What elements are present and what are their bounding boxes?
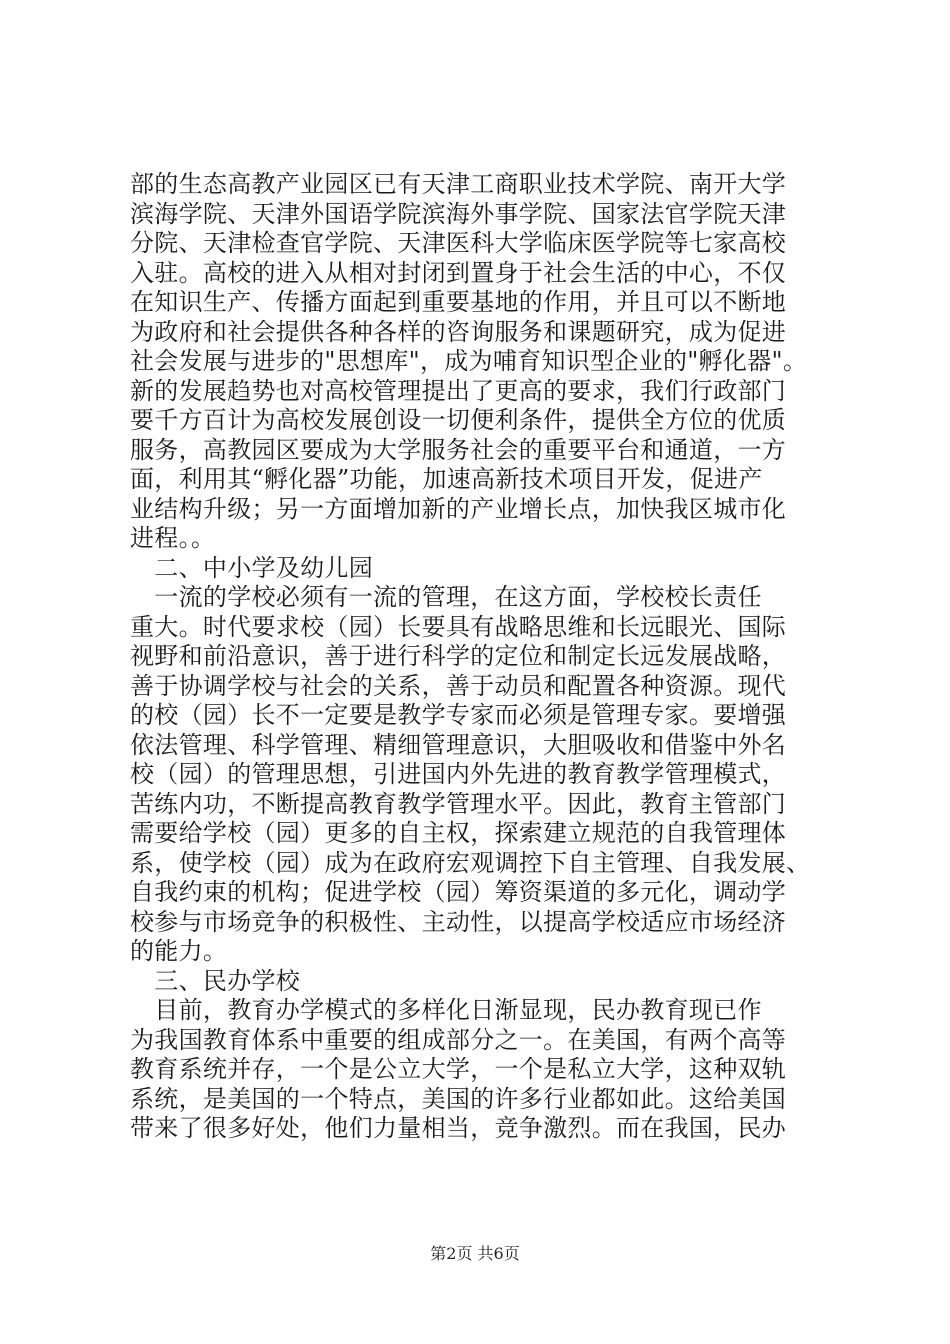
text-line: 需要给学校（园）更多的自主权，探索建立规范的自我管理体 bbox=[130, 819, 787, 847]
text-line: 要千方百计为高校发展创设一切便利条件，提供全方位的优质 bbox=[130, 406, 787, 434]
text-line: 一流的学校必须有一流的管理，在这方面，学校校长责任 bbox=[130, 583, 762, 611]
text-line: 善于协调学校与社会的关系，善于动员和配置各种资源。现代 bbox=[130, 671, 787, 700]
body-text bbox=[130, 170, 830, 1144]
text-line: 目前，教育办学模式的多样化日渐显现，民办教育现已作 bbox=[130, 996, 762, 1024]
text-line: 的能力。 bbox=[130, 937, 228, 965]
page-footer: 第2页 共6页 bbox=[430, 1244, 520, 1263]
text-line: 滨海学院、天津外国语学院滨海外事学院、国家法官学院天津 bbox=[130, 199, 787, 228]
text-line: 系统，是美国的一个特点，美国的许多行业都如此。这给美国 bbox=[130, 1084, 787, 1113]
text-line: 新的发展趋势也对高校管理提出了更高的要求，我们行政部门 bbox=[130, 376, 787, 405]
text-line: 校参与市场竞争的积极性、主动性，以提高学校适应市场经济 bbox=[130, 907, 787, 936]
text-line: 分院、天津检查官学院、天津医科大学临床医学院等七家高校 bbox=[130, 229, 787, 257]
text-line: 带来了很多好处，他们力量相当，竞争激烈。而在我国，民办 bbox=[130, 1114, 787, 1142]
text-line: 部的生态高教产业园区已有天津工商职业技术学院、南开大学 bbox=[130, 170, 787, 198]
text-line: 三、民办学校 bbox=[130, 966, 301, 995]
text-line: 入驻。高校的进入从相对封闭到置身于社会生活的中心，不仅 bbox=[130, 258, 787, 287]
text-line: 苦练内功，不断提高教育教学管理水平。因此，教育主管部门 bbox=[130, 789, 787, 818]
text-line: 重大。时代要求校（园）长要具有战略思维和长远眼光、国际 bbox=[130, 612, 787, 641]
text-line: 依法管理、科学管理、精细管理意识，大胆吸收和借鉴中外名 bbox=[130, 730, 787, 759]
text-line: 系，使学校（园）成为在政府宏观调控下自主管理、自我发展、 bbox=[130, 848, 811, 877]
text-line: 社会发展与进步的"思想库"，成为哺育知识型企业的"孵化器"。 bbox=[130, 347, 808, 375]
text-line: 视野和前沿意识，善于进行科学的定位和制定长远发展战略， bbox=[130, 642, 787, 670]
text-line: 进程。。 bbox=[130, 524, 216, 552]
text-line: 的校（园）长不一定要是教学专家而必须是管理专家。要增强 bbox=[130, 701, 787, 729]
text-line: 校（园）的管理思想，引进国内外先进的教育教学管理模式， bbox=[130, 760, 787, 788]
text-line: 业结构升级；另一方面增加新的产业增长点，加快我区城市化 bbox=[130, 494, 787, 523]
text-line: 教育系统并存，一个是公立大学，一个是私立大学，这种双轨 bbox=[130, 1055, 787, 1083]
text-line: 面，利用其“孵化器”功能，加速高新技术项目开发，促进产 bbox=[130, 465, 763, 493]
text-line: 为政府和社会提供各种各样的咨询服务和课题研究，成为促进 bbox=[130, 317, 787, 346]
text-line: 服务，高教园区要成为大学服务社会的重要平台和通道，一方 bbox=[130, 435, 787, 464]
text-line: 自我约束的机构；促进学校（园）筹资渠道的多元化，调动学 bbox=[130, 878, 787, 906]
text-line: 二、中小学及幼儿园 bbox=[130, 553, 373, 582]
text-line: 在知识生产、传播方面起到重要基地的作用，并且可以不断地 bbox=[130, 288, 787, 316]
text-line: 为我国教育体系中重要的组成部分之一。在美国，有两个高等 bbox=[130, 1025, 787, 1054]
